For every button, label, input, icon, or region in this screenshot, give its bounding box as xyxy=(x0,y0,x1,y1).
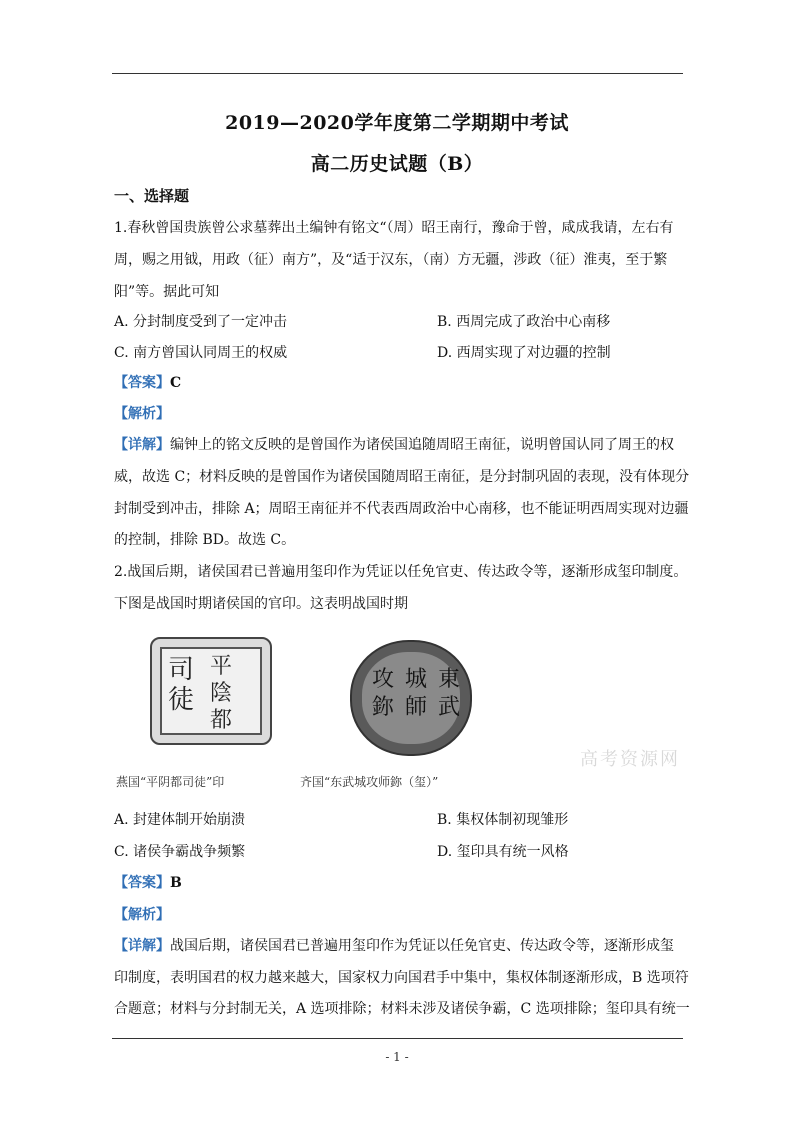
q2-detail-text: 战国后期，诸侯国君已普遍用玺印作为凭证以任免官吏、传达政令等，逐渐形成玺 xyxy=(170,938,674,954)
q2-stem-line: 2.战国后期，诸侯国君已普遍用玺印作为凭证以任免官吏、传达政令等，逐渐形成玺印制度。 xyxy=(114,564,688,580)
yan-seal-caption: 燕国“平阴都司徒”印 xyxy=(116,775,225,789)
watermark: 高考资源网 xyxy=(580,749,680,770)
q1-detail-line: 封制受到冲击，排除 A；周昭王南征并不代表西周政治中心南移，也不能证明西周实现对边疆 xyxy=(114,501,689,517)
q1-detail-line xyxy=(114,436,684,454)
q2-option-c: C. 诸侯争霸战争频繁 xyxy=(114,844,246,860)
q1-detail-text: 编钟上的铭文反映的是曾国作为诸侯国追随周昭王南征，说明曾国认同了周王的权 xyxy=(170,437,674,453)
qi-seal-caption: 齐国“东武城攻师鉨（玺）” xyxy=(300,775,439,789)
q1-option-a: A. 分封制度受到了一定冲击 xyxy=(114,314,288,330)
exam-title: 2019—2020学年度第二学期期中考试 xyxy=(225,112,569,134)
seal-glyph: 司 徒 xyxy=(168,655,197,715)
q2-detail-line: 合题意；材料与分封制无关，A 选项排除；材料未涉及诸侯争霸，C 选项排除；玺印具有统一 xyxy=(114,1001,690,1017)
answer-value: B xyxy=(170,875,182,891)
answer-label: 【答案】 xyxy=(114,875,170,891)
q1-stem-line: 阳”等。据此可知 xyxy=(114,284,220,300)
qi-seal-image xyxy=(350,640,472,756)
q2-option-a: A. 封建体制开始崩溃 xyxy=(114,812,246,828)
yan-seal-frame xyxy=(160,647,262,735)
detail-label: 【详解】 xyxy=(114,938,170,954)
exam-subtitle: 高二历史试题（B） xyxy=(310,153,484,175)
qi-seal-frame xyxy=(362,652,460,744)
section-heading: 一、选择题 xyxy=(114,187,190,205)
q1-answer xyxy=(114,374,684,392)
yan-seal-image xyxy=(150,637,272,745)
q2-analysis-label xyxy=(114,906,684,924)
analysis-label: 【解析】 xyxy=(114,907,170,923)
header-rule xyxy=(112,73,683,74)
q1-stem-line: 1.春秋曾国贵族曾公求墓葬出土编钟有铭文“（周）昭王南行，豫命于曾，咸成我请，左右有 xyxy=(114,220,674,236)
q1-stem-line: 周，赐之用钺，用政（征）南方”，及“适于汉东，（南）方无疆，涉政（征）淮夷，至于繁 xyxy=(114,252,668,268)
answer-label: 【答案】 xyxy=(114,375,170,391)
q2-answer xyxy=(114,874,684,892)
analysis-label: 【解析】 xyxy=(114,406,170,422)
q2-detail-line xyxy=(114,937,684,955)
page-number: - 1 - xyxy=(385,1050,409,1064)
q2-option-d: D. 玺印具有统一风格 xyxy=(437,844,569,860)
footer-rule xyxy=(112,1038,683,1039)
answer-value: C xyxy=(170,375,182,391)
q1-detail-line: 威，故选 C；材料反映的是曾国作为诸侯国随周昭王南征，是分封制巩固的表现，没有体现分 xyxy=(114,469,690,485)
q1-analysis-label xyxy=(114,405,684,423)
q1-option-b: B. 西周完成了政治中心南移 xyxy=(437,314,611,330)
q2-detail-line: 印制度，表明国君的权力越来越大，国家权力向国君手中集中，集权体制逐渐形成，B 选项符 xyxy=(114,970,689,986)
q2-stem-line: 下图是战国时期诸侯国的官印。这表明战国时期 xyxy=(114,596,408,612)
q1-option-c: C. 南方曾国认同周王的权威 xyxy=(114,345,288,361)
detail-label: 【详解】 xyxy=(114,437,170,453)
q1-option-d: D. 西周实现了对边疆的控制 xyxy=(437,345,611,361)
seal-glyph: 平 陰 都 xyxy=(210,654,235,733)
seal-glyph: 攻 城 東 鉨 師 武 xyxy=(372,667,462,720)
q2-option-b: B. 集权体制初现雏形 xyxy=(437,812,569,828)
q1-detail-line: 的控制，排除 BD。故选 C。 xyxy=(114,532,296,548)
